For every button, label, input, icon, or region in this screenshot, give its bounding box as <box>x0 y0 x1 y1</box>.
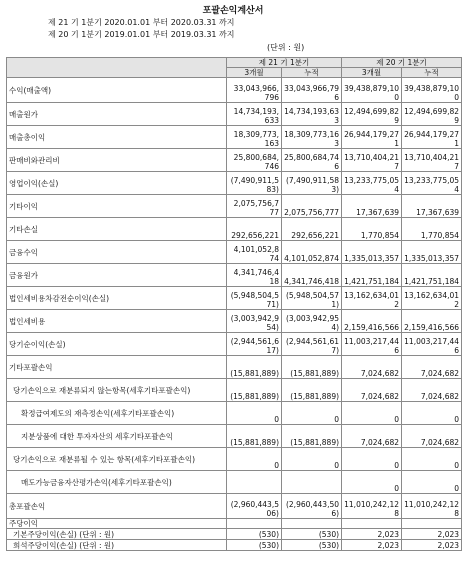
value-current-cumulative: 0 <box>282 402 342 425</box>
statement-rows <box>7 78 462 551</box>
value-prior-cumulative: 13,162,634,012 <box>402 287 462 310</box>
value-prior-3months: 13,233,775,054 <box>342 172 402 195</box>
value-prior-cumulative: 12,494,699,829 <box>402 103 462 126</box>
table-row <box>7 402 462 425</box>
table-row <box>7 241 462 264</box>
row-label: 매출원가 <box>7 103 227 126</box>
current-period-line: 제 21 기 1분기 2020.01.01 부터 2020.03.31 까지 <box>48 18 235 27</box>
value-current-3months: (5,948,504,571) <box>227 287 282 310</box>
subheader-current-cumulative: 누적 <box>282 68 342 78</box>
value-current-3months: (15,881,889) <box>227 425 282 448</box>
value-prior-3months: 26,944,179,271 <box>342 126 402 149</box>
label-column-header <box>7 58 227 78</box>
row-label: 기타손실 <box>7 218 227 241</box>
value-prior-3months: 0 <box>342 402 402 425</box>
value-current-3months: (2,944,561,617) <box>227 333 282 356</box>
value-prior-3months: 1,335,013,357 <box>342 241 402 264</box>
value-current-cumulative: 2,075,756,777 <box>282 195 342 218</box>
value-prior-3months: 7,024,682 <box>342 356 402 379</box>
value-prior-3months: 2,159,416,566 <box>342 310 402 333</box>
row-label: 매도가능금융자산평가손익(세후기타포괄손익) <box>7 471 227 494</box>
value-prior-3months: 11,010,242,128 <box>342 494 402 519</box>
value-current-3months: (530) <box>227 529 282 540</box>
table-row <box>7 103 462 126</box>
value-prior-cumulative: 2,023 <box>402 529 462 540</box>
value-current-3months: (15,881,889) <box>227 379 282 402</box>
row-label: 법인세비용 <box>7 310 227 333</box>
table-row <box>7 356 462 379</box>
row-label: 매출총이익 <box>7 126 227 149</box>
subheader-prior-cumulative: 누적 <box>402 68 462 78</box>
value-prior-cumulative: 0 <box>402 471 462 494</box>
table-row <box>7 218 462 241</box>
value-current-cumulative: (15,881,889) <box>282 356 342 379</box>
value-current-3months: 18,309,773,163 <box>227 126 282 149</box>
value-prior-cumulative: 2,023 <box>402 540 462 551</box>
table-row <box>7 310 462 333</box>
value-prior-cumulative: 2,159,416,566 <box>402 310 462 333</box>
value-current-cumulative: (3,003,942,954) <box>282 310 342 333</box>
value-prior-3months: 1,770,854 <box>342 218 402 241</box>
table-row <box>7 264 462 287</box>
current-period-header: 제 21 기 1분기 <box>227 58 342 68</box>
table-row <box>7 149 462 172</box>
value-current-cumulative: 292,656,221 <box>282 218 342 241</box>
row-label: 지분상품에 대한 투자자산의 세후기타포괄손익 <box>7 425 227 448</box>
value-prior-3months: 1,421,751,184 <box>342 264 402 287</box>
value-prior-cumulative: 1,770,854 <box>402 218 462 241</box>
value-current-3months: (530) <box>227 540 282 551</box>
table-row <box>7 494 462 519</box>
value-current-cumulative: 25,800,684,746 <box>282 149 342 172</box>
row-label: 기타포괄손익 <box>7 356 227 379</box>
table-row <box>7 540 462 551</box>
row-label: 희석주당이익(손실) (단위 : 원) <box>7 540 227 551</box>
value-prior-cumulative: 13,710,404,217 <box>402 149 462 172</box>
table-row <box>7 448 462 471</box>
value-current-3months: 33,043,966,796 <box>227 78 282 103</box>
value-current-3months <box>227 471 282 494</box>
value-current-cumulative: (7,490,911,583) <box>282 172 342 195</box>
value-current-3months: 4,341,746,418 <box>227 264 282 287</box>
document-title: 포괄손익계산서 <box>202 6 264 16</box>
value-current-cumulative: (530) <box>282 540 342 551</box>
value-prior-cumulative: 11,003,217,446 <box>402 333 462 356</box>
subheader-prior-3months: 3개월 <box>342 68 402 78</box>
unit-note: (단위 : 원) <box>267 43 305 52</box>
value-prior-cumulative: 1,421,751,184 <box>402 264 462 287</box>
value-current-3months: (2,960,443,506) <box>227 494 282 519</box>
value-current-cumulative: (2,960,443,506) <box>282 494 342 519</box>
income-statement-table <box>6 57 462 551</box>
value-current-cumulative: 0 <box>282 448 342 471</box>
row-label: 수익(매출액) <box>7 78 227 103</box>
table-row <box>7 425 462 448</box>
value-current-cumulative: 4,341,746,418 <box>282 264 342 287</box>
prior-period-line: 제 20 기 1분기 2019.01.01 부터 2019.03.31 까지 <box>48 30 235 39</box>
value-prior-cumulative: 17,367,639 <box>402 195 462 218</box>
row-label: 판매비와관리비 <box>7 149 227 172</box>
row-label: 총포괄손익 <box>7 494 227 519</box>
value-prior-cumulative: 0 <box>402 448 462 471</box>
value-prior-cumulative <box>402 519 462 529</box>
value-current-3months: (3,003,942,954) <box>227 310 282 333</box>
value-current-cumulative: (15,881,889) <box>282 425 342 448</box>
table-row <box>7 471 462 494</box>
row-label: 기본주당이익(손실) (단위 : 원) <box>7 529 227 540</box>
row-label: 당기순이익(손실) <box>7 333 227 356</box>
table-row <box>7 126 462 149</box>
value-prior-3months: 17,367,639 <box>342 195 402 218</box>
value-current-cumulative: 14,734,193,633 <box>282 103 342 126</box>
value-prior-3months: 7,024,682 <box>342 425 402 448</box>
value-current-cumulative: (15,881,889) <box>282 379 342 402</box>
value-prior-3months: 7,024,682 <box>342 379 402 402</box>
row-label: 금융수익 <box>7 241 227 264</box>
table-row <box>7 287 462 310</box>
table-row <box>7 333 462 356</box>
value-current-cumulative: 18,309,773,163 <box>282 126 342 149</box>
table-row <box>7 519 462 529</box>
subheader-current-3months: 3개월 <box>227 68 282 78</box>
value-prior-cumulative: 13,233,775,054 <box>402 172 462 195</box>
table-row <box>7 78 462 103</box>
table-row <box>7 172 462 195</box>
table-row <box>7 379 462 402</box>
value-prior-cumulative: 39,438,879,100 <box>402 78 462 103</box>
value-prior-3months: 13,710,404,217 <box>342 149 402 172</box>
value-prior-3months: 0 <box>342 471 402 494</box>
value-current-cumulative: (530) <box>282 529 342 540</box>
value-prior-cumulative: 7,024,682 <box>402 356 462 379</box>
value-current-cumulative: (5,948,504,571) <box>282 287 342 310</box>
row-label: 영업이익(손실) <box>7 172 227 195</box>
row-label: 확정급여제도의 재측정손익(세후기타포괄손익) <box>7 402 227 425</box>
table-row <box>7 195 462 218</box>
value-current-3months: 25,800,684,746 <box>227 149 282 172</box>
value-prior-3months <box>342 519 402 529</box>
value-prior-cumulative: 0 <box>402 402 462 425</box>
value-prior-3months: 13,162,634,012 <box>342 287 402 310</box>
row-label: 금융원가 <box>7 264 227 287</box>
value-prior-3months: 0 <box>342 448 402 471</box>
value-prior-cumulative: 26,944,179,271 <box>402 126 462 149</box>
row-label: 법인세비용차감전순이익(손실) <box>7 287 227 310</box>
row-label: 기타이익 <box>7 195 227 218</box>
value-current-cumulative <box>282 471 342 494</box>
value-prior-cumulative: 7,024,682 <box>402 425 462 448</box>
value-prior-3months: 39,438,879,100 <box>342 78 402 103</box>
row-label: 당기손익으로 재분류되지 않는항목(세후기타포괄손익) <box>7 379 227 402</box>
value-prior-cumulative: 1,335,013,357 <box>402 241 462 264</box>
value-current-3months: 2,075,756,777 <box>227 195 282 218</box>
value-current-3months: (7,490,911,583) <box>227 172 282 195</box>
value-current-3months: 14,734,193,633 <box>227 103 282 126</box>
row-label: 주당이익 <box>7 519 227 529</box>
value-prior-cumulative: 7,024,682 <box>402 379 462 402</box>
value-prior-cumulative: 11,010,242,128 <box>402 494 462 519</box>
value-current-3months: (15,881,889) <box>227 356 282 379</box>
value-current-3months: 292,656,221 <box>227 218 282 241</box>
prior-period-header: 제 20 기 1분기 <box>342 58 462 68</box>
value-prior-3months: 2,023 <box>342 529 402 540</box>
value-prior-3months: 2,023 <box>342 540 402 551</box>
value-prior-3months: 12,494,699,829 <box>342 103 402 126</box>
value-current-3months: 4,101,052,874 <box>227 241 282 264</box>
value-current-cumulative: 4,101,052,874 <box>282 241 342 264</box>
value-current-3months: 0 <box>227 448 282 471</box>
value-prior-3months: 11,003,217,446 <box>342 333 402 356</box>
row-label: 당기손익으로 재분류될 수 있는 항목(세후기타포괄손익) <box>7 448 227 471</box>
value-current-3months <box>227 519 282 529</box>
value-current-cumulative: (2,944,561,617) <box>282 333 342 356</box>
value-current-3months: 0 <box>227 402 282 425</box>
table-row <box>7 529 462 540</box>
value-current-cumulative: 33,043,966,796 <box>282 78 342 103</box>
value-current-cumulative <box>282 519 342 529</box>
